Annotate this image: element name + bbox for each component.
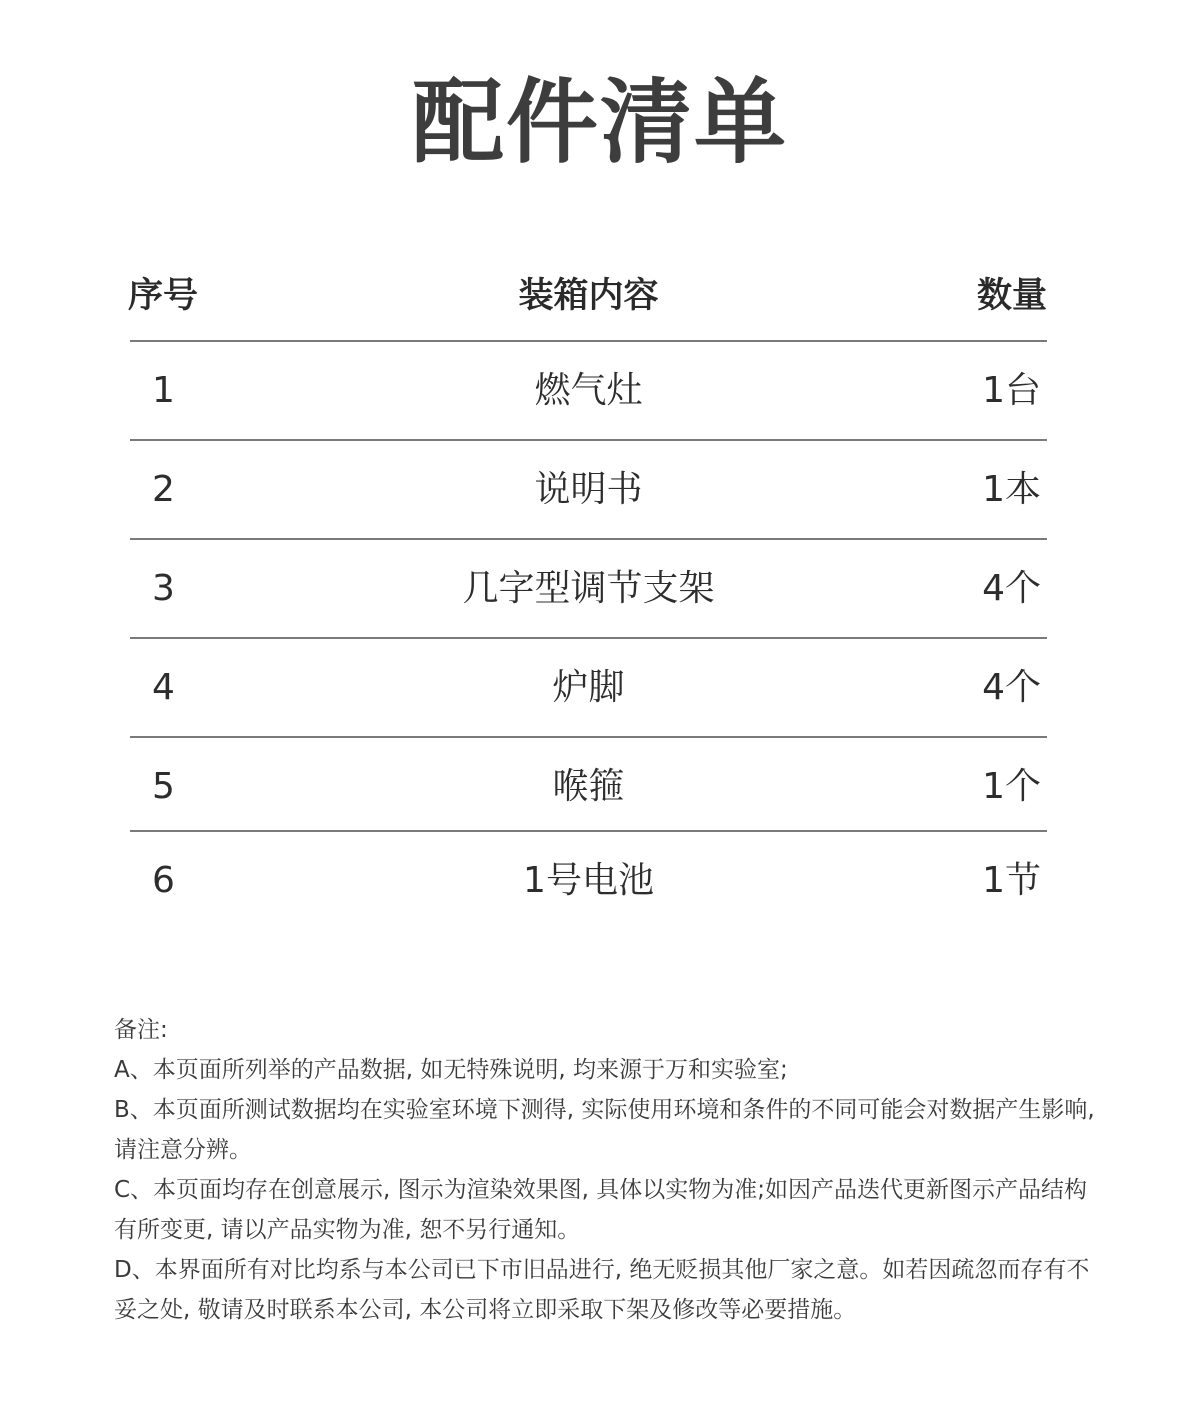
row-quantity: 1本 [982, 469, 1041, 510]
table-row [130, 540, 1047, 639]
header-quantity: 数量 [976, 276, 1047, 316]
note-item: D、本界面所有对比均系与本公司已下市旧品进行, 绝无贬损其他厂家之意。如若因疏忽而存有不妥之处, 敬请及时联系本公司, 本公司将立即采取下架及修改等必要措施。 [114, 1257, 1090, 1323]
accessory-table [130, 262, 1047, 929]
row-content: 燃气灶 [534, 370, 643, 411]
notes-section [114, 1010, 1104, 1330]
row-index: 1 [152, 370, 175, 411]
table-row [130, 342, 1047, 441]
table-row [130, 639, 1047, 738]
row-content: 1号电池 [523, 860, 654, 901]
row-index: 4 [152, 667, 175, 708]
row-content: 炉脚 [552, 667, 625, 708]
row-quantity: 4个 [982, 667, 1041, 708]
table-header [130, 262, 1047, 342]
row-quantity: 1节 [982, 860, 1041, 901]
table-row [130, 738, 1047, 832]
row-content: 说明书 [534, 469, 643, 510]
row-quantity: 4个 [982, 568, 1041, 609]
row-content: 喉箍 [552, 766, 625, 807]
notes-heading: 备注: [114, 1017, 168, 1043]
row-index: 5 [152, 766, 175, 807]
row-index: 3 [152, 568, 175, 609]
header-content: 装箱内容 [518, 276, 659, 316]
note-item: A、本页面所列举的产品数据, 如无特殊说明, 均来源于万和实验室; [114, 1057, 788, 1083]
table-row [130, 832, 1047, 929]
row-quantity: 1个 [982, 766, 1041, 807]
row-index: 2 [152, 469, 175, 510]
note-item: C、本页面均存在创意展示, 图示为渲染效果图, 具体以实物为准;如因产品迭代更新图示产品结构有所变更, 请以产品实物为准, 恕不另行通知。 [114, 1177, 1088, 1243]
table-row [130, 441, 1047, 540]
header-index: 序号 [128, 276, 199, 316]
row-quantity: 1台 [982, 370, 1041, 411]
page-title: 配件清单 [411, 69, 788, 176]
row-index: 6 [152, 860, 175, 901]
note-item: B、本页面所测试数据均在实验室环境下测得, 实际使用环境和条件的不同可能会对数据产生影响, 请注意分辨。 [114, 1097, 1095, 1163]
row-content: 几字型调节支架 [462, 568, 715, 609]
